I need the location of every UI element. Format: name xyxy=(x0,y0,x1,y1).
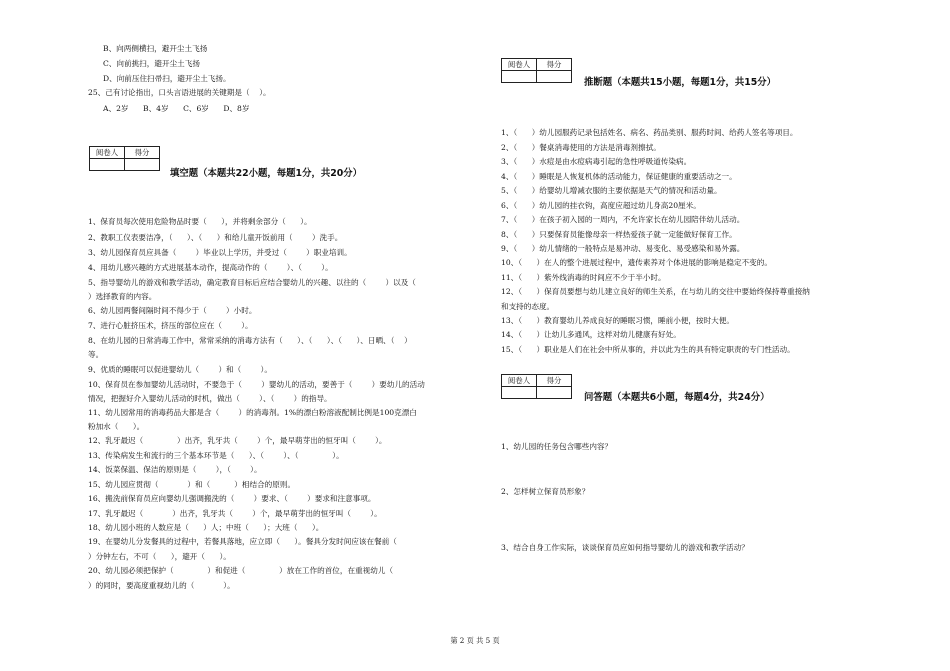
fill-line: 9、优质的睡眠可以促进婴幼儿（ ）和（ ）。 xyxy=(88,365,272,374)
fill-line: 14、饭菜保温、保洁的原则是（ ），（ ）。 xyxy=(88,465,262,474)
score-box xyxy=(89,146,160,171)
fill-line: 19、在婴幼儿分发餐具的过程中，若餐具落地，应立即（ ）。餐具分发时间应该在餐前（ xyxy=(88,537,397,546)
reviewer-cell xyxy=(502,387,537,399)
fill-line: 情况，把握好介入婴幼儿活动的时机，做出（ ）、（ ）的指导。 xyxy=(88,394,332,403)
reviewer-label: 阅卷人 xyxy=(502,375,537,387)
fill-line: 10、保育员在参加婴幼儿活动时，不要急于（ ）婴幼儿的活动，要善于（ ）要幼儿的活动 xyxy=(88,380,425,389)
page-footer: 第 2 页 共 5 页 xyxy=(450,636,500,645)
reviewer-label: 阅卷人 xyxy=(90,147,125,159)
option-line: C、向前挑扫，避开尘土飞扬 xyxy=(103,59,200,68)
fill-line: ）选择教育的内容。 xyxy=(88,292,157,301)
fill-line: 18、幼儿园小班的人数应是（ ）人；中班（ ）；大班（ ）。 xyxy=(88,523,324,532)
fill-line: 6、幼儿园两餐间隔时间不得少于（ ）小时。 xyxy=(88,306,257,315)
fill-line: 8、在幼儿园的日常消毒工作中，常常采纳的消毒方法有（ ）、（ ）、（ ）、日晒、（ ） xyxy=(88,336,412,345)
fill-line: 1、保育员每次使用危险物品时要（ ），并将剩余部分（ ）。 xyxy=(88,217,312,226)
section-title-qa: 问答题（本题共6小题，每题4分，共24分） xyxy=(584,392,770,403)
judge-line: 3、（ ）水痘是由水痘病毒引起的急性呼吸道传染病。 xyxy=(501,157,692,166)
judge-line: 2、（ ）餐桌消毒使用的方法是消毒剂擦拭。 xyxy=(501,143,661,152)
fill-line: 11、幼儿园常用的消毒药品大都是含（ ）的消毒剂。1%的漂白粉溶液配制比例是100克漂白 xyxy=(88,408,417,417)
judge-line: 10、（ ）在人的整个进展过程中，遗传素养对个体进展的影响是稳定不变的。 xyxy=(501,258,772,267)
score-label: 得分 xyxy=(537,59,572,71)
fill-line: 15、幼儿园应贯彻（ ）和（ ）相结合的原则。 xyxy=(88,480,296,489)
qa-line: 3、结合自身工作实际，谈谈保育员应如何指导婴幼儿的游戏和教学活动？ xyxy=(501,543,749,552)
judge-line: 5、（ ）给婴幼儿增减衣服的主要依据是天气的情况和活动量。 xyxy=(501,186,722,195)
section-title-fill-in: 填空题（本题共22小题，每题1分，共20分） xyxy=(170,168,362,179)
judge-line: 6、（ ）幼儿园的挂衣钩，高度应超过幼儿身高20厘米。 xyxy=(501,201,701,210)
fill-line: 17、乳牙最迟（ ）出齐，乳牙共（ ）个，最早萌芽出的恒牙叫（ ）。 xyxy=(88,509,382,518)
fill-line: ）分钟左右，不可（ ），避开（ ）。 xyxy=(88,552,231,561)
fill-line: 20、幼儿园必须把保护（ ）和促进（ ）放在工作的首位，在重视幼儿（ xyxy=(88,566,394,575)
reviewer-label: 阅卷人 xyxy=(502,59,537,71)
score-label: 得分 xyxy=(537,375,572,387)
reviewer-cell xyxy=(502,71,537,83)
score-cell xyxy=(537,387,572,399)
judge-line: 11、（ ）紫外线消毒的时间应不少于半小时。 xyxy=(501,273,666,282)
judge-line: 7、（ ）在孩子初入园的一周内，不允许家长在幼儿园陪伴幼儿活动。 xyxy=(501,215,745,224)
score-box xyxy=(501,58,572,83)
fill-line: 2、教职工仪表要洁净，（ ）、（ ）和给儿童开饭前用（ ）洗手。 xyxy=(88,233,343,242)
score-cell xyxy=(125,159,160,171)
option-line: B、向两侧横扫，避开尘土飞扬 xyxy=(103,44,208,53)
judge-line: 12、（ ）保育员要想与幼儿建立良好的师生关系，在与幼儿的交往中要始终保持尊重接纳 xyxy=(501,287,810,296)
qa-line: 2、怎样树立保育员形象？ xyxy=(501,487,590,496)
score-cell xyxy=(537,71,572,83)
qa-line: 1、幼儿园的任务包含哪些内容？ xyxy=(501,442,613,451)
fill-line: 4、用幼儿感兴趣的方式进展基本动作，提高动作的（ ）、（ ）。 xyxy=(88,263,333,272)
fill-line: 5、指导婴幼儿的游戏和教学活动，确定教育目标后应结合婴幼儿的兴趣、以往的（ ）以及（ xyxy=(88,278,416,287)
fill-line: 13、传染病发生和流行的三个基本环节是（ ）、（ ）、（ ）。 xyxy=(88,451,344,460)
judge-line: 8、（ ）只要保育员能像母亲一样热爱孩子就一定能做好保育工作。 xyxy=(501,230,737,239)
section-title-judge: 推断题（本题共15小题，每题1分，共15分） xyxy=(584,77,776,88)
fill-line: 12、乳牙最迟（ ）出齐，乳牙共（ ）个，最早萌芽出的恒牙叫（ ）。 xyxy=(88,436,387,445)
fill-line: 7、进行心脏挤压术，挤压的部位应在（ ）。 xyxy=(88,321,253,330)
reviewer-cell xyxy=(90,159,125,171)
fill-line: 等。 xyxy=(88,350,104,359)
fill-line: 16、搬洗前保育员应向婴幼儿强调搬洗的（ ）要求、（ ）要求和注意事项。 xyxy=(88,494,376,503)
score-label: 得分 xyxy=(125,147,160,159)
judge-line: 14、（ ）让幼儿多通风，这样对幼儿健康有好处。 xyxy=(501,330,681,339)
option-line: A、2岁 B、4岁 C、6岁 D、8岁 xyxy=(103,104,250,113)
judge-line: 和支持的态度。 xyxy=(501,302,555,311)
score-box xyxy=(501,374,572,399)
question-line: 25、己有讨论指出，口头言语进展的关键期是（ ）。 xyxy=(88,88,271,97)
option-line: D、向前压住扫帚扫，避开尘土飞扬。 xyxy=(103,74,231,83)
judge-line: 13、（ ）教育婴幼儿养成良好的睡眠习惯，睡前小便，按时大便。 xyxy=(501,316,734,325)
fill-line: 粉加水（ ）。 xyxy=(88,422,145,431)
fill-line: 3、幼儿园保育员应具备（ ）毕业以上学历，并受过（ ）职业培训。 xyxy=(88,248,352,257)
judge-line: 9、（ ）幼儿情绪的一般特点是易冲动、易变化、易受感染和易外露。 xyxy=(501,244,745,253)
judge-line: 1、（ ）幼儿园服药记录包括姓名、病名、药品类别、服药时间、给药人签名等项目。 xyxy=(501,128,798,137)
fill-line: ）的同时，要高度重视幼儿的（ ）。 xyxy=(88,581,235,590)
judge-line: 4、（ ）睡眠是人恢复机体的活动能力，保证健康的重要活动之一。 xyxy=(501,172,737,181)
judge-line: 15、（ ）职业是人们在社会中所从事的，并以此为生的具有特定职责的专门性活动。 xyxy=(501,345,795,354)
